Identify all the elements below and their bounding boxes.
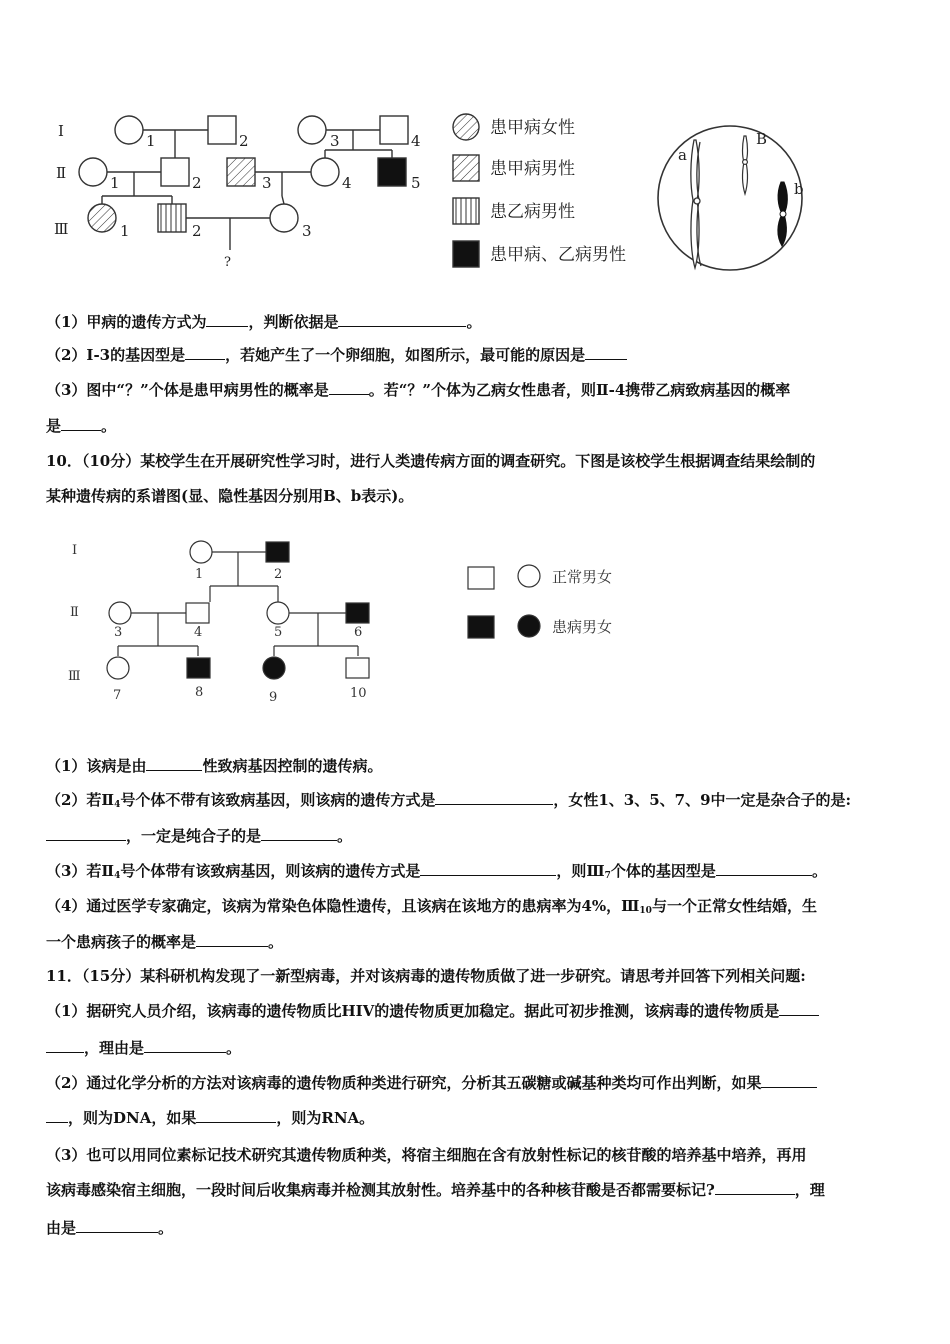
q10-header-cont: 某种遗传病的系谱图(显、隐性基因分别用B、b表示)。 bbox=[46, 487, 414, 505]
chromosome-B-label: B bbox=[756, 130, 768, 148]
pedigree1-II5-male bbox=[378, 158, 406, 186]
q11-answer-blank-2[interactable] bbox=[144, 1038, 226, 1053]
chromosome-B bbox=[743, 136, 748, 194]
pedigree2-II6-male-affected bbox=[346, 603, 369, 623]
pedigree2-gen-III: Ⅲ bbox=[68, 669, 81, 684]
legend1-male-b-symbol bbox=[453, 198, 479, 224]
legend1-male-ab-label: 患甲病、乙病男性 bbox=[490, 245, 626, 265]
pedigree1-num-III1: 1 bbox=[120, 222, 130, 240]
pedigree1-num-I4: 4 bbox=[411, 132, 421, 150]
pedigree1-num-II2: 2 bbox=[192, 174, 202, 192]
pedigree1-III1-female bbox=[88, 204, 116, 232]
pedigree1-III2-male bbox=[158, 204, 186, 232]
q9-answer-blank-3[interactable] bbox=[185, 345, 225, 360]
pedigree2-num-4: 4 bbox=[194, 625, 203, 640]
pedigree2-I2-male-affected bbox=[266, 542, 289, 562]
q10-answer-blank-4[interactable] bbox=[261, 826, 337, 841]
legend2-affected-female-symbol bbox=[518, 615, 540, 637]
q10-answer-blank-7[interactable] bbox=[196, 932, 268, 947]
pedigree2-I1-female bbox=[190, 541, 212, 563]
q10-part2-cont: ，一定是纯合子的是 。 bbox=[46, 826, 908, 846]
pedigree2-gen-II: Ⅱ bbox=[70, 605, 79, 620]
q10-answer-blank-6[interactable] bbox=[716, 861, 812, 876]
pedigree1-num-II5: 5 bbox=[411, 174, 421, 192]
q11-part1: （1）据研究人员介绍，该病毒的遗传物质比HIV的遗传物质更加稳定。据此可初步推测，该病毒的遗传物质是 bbox=[46, 1001, 908, 1021]
legend2-normal-label: 正常男女 bbox=[552, 568, 613, 586]
q9-part1: （1）甲病的遗传方式为 ，判断依据是 。 bbox=[46, 313, 482, 331]
q11-part3: （3）也可以用同位素标记技术研究其遗传物质种类，将宿主细胞在含有放射性标记的核苷酸的培养基中培养，再用 bbox=[46, 1146, 807, 1164]
q10-part4-cont: 一个患病孩子的概率是 。 bbox=[46, 933, 284, 951]
pedigree-figure-2 bbox=[60, 534, 640, 714]
q10-answer-blank-3[interactable] bbox=[46, 826, 126, 841]
q11-part2: （2）通过化学分析的方法对该病毒的遗传物质种类进行研究，分析其五碳糖或碱基种类均可作出判断，如果 bbox=[46, 1073, 908, 1093]
pedigree1-II3-male bbox=[227, 158, 255, 186]
q9-answer-blank-5[interactable] bbox=[329, 380, 369, 395]
legend1-male-a-label: 患甲病男性 bbox=[490, 159, 575, 179]
pedigree2-III8-male-affected bbox=[187, 658, 210, 678]
pedigree2-num-8: 8 bbox=[195, 685, 204, 700]
pedigree2-num-9: 9 bbox=[269, 690, 278, 705]
pedigree2-II5-female bbox=[267, 602, 289, 624]
q9-answer-blank-1[interactable] bbox=[206, 312, 248, 327]
q11-answer-blank-5[interactable] bbox=[715, 1180, 795, 1195]
q11-header: 11．（15分）某科研机构发现了一新型病毒，并对该病毒的遗传物质做了进一步研究。请思考并回答下列相关问题: bbox=[46, 967, 806, 985]
legend2-affected-male-symbol bbox=[468, 616, 494, 638]
q10-header: 10．（10分）某校学生在开展研究性学习时，进行人类遗传病方面的调查研究。下图是该校学生根据调查结果绘制的 bbox=[46, 452, 816, 470]
pedigree-figure-1 bbox=[40, 100, 820, 290]
q9-answer-blank-6[interactable] bbox=[61, 416, 101, 431]
pedigree1-num-I2: 2 bbox=[239, 132, 249, 150]
q11-part3-cont2: 由是 。 bbox=[46, 1219, 174, 1237]
legend1-male-b-label: 患乙病男性 bbox=[490, 202, 575, 222]
pedigree2-gen-I: Ⅰ bbox=[72, 543, 78, 558]
q9-answer-blank-4[interactable] bbox=[585, 345, 627, 360]
pedigree1-num-II4: 4 bbox=[342, 174, 352, 192]
pedigree1-num-I3: 3 bbox=[330, 132, 340, 150]
legend1-female-a-symbol bbox=[453, 114, 479, 140]
q11-answer-blank-6[interactable] bbox=[76, 1218, 158, 1233]
pedigree1-num-III2: 2 bbox=[192, 222, 202, 240]
pedigree2-III10-male bbox=[346, 658, 369, 678]
pedigree1-I4-male bbox=[380, 116, 408, 144]
pedigree2-II3-female bbox=[109, 602, 131, 624]
q10-part2: （2）若$Ⅱ_4$号个体不带有该致病基因，则该病的遗传方式是 ，女性1、3、5、7、9中一定是杂合子的是: bbox=[46, 791, 852, 810]
q11-answer-blank-1b[interactable] bbox=[46, 1038, 84, 1053]
pedigree2-III7-female bbox=[107, 657, 129, 679]
legend1-female-a-label: 患甲病女性 bbox=[490, 118, 575, 138]
pedigree1-I1-female bbox=[115, 116, 143, 144]
pedigree1-II1-female bbox=[79, 158, 107, 186]
pedigree1-III3-female bbox=[270, 204, 298, 232]
legend2-affected-label: 患病男女 bbox=[552, 618, 613, 636]
legend2-normal-female-symbol bbox=[518, 565, 540, 587]
legend1-male-a-symbol bbox=[453, 155, 479, 181]
q9-answer-blank-2[interactable] bbox=[338, 312, 466, 327]
q10-part1: （1）该病是由 性致病基因控制的遗传病。 bbox=[46, 757, 383, 775]
pedigree2-II4-male bbox=[186, 603, 209, 623]
q11-answer-blank-3[interactable] bbox=[761, 1073, 817, 1088]
pedigree2-num-5: 5 bbox=[274, 625, 283, 640]
pedigree1-num-I1: 1 bbox=[146, 132, 156, 150]
pedigree2-num-3: 3 bbox=[114, 625, 123, 640]
pedigree1-num-II3: 3 bbox=[262, 174, 272, 192]
pedigree1-num-III3: 3 bbox=[302, 222, 312, 240]
pedigree1-gen-II: Ⅱ bbox=[56, 164, 67, 182]
q11-answer-blank-1[interactable] bbox=[779, 1001, 819, 1016]
q10-answer-blank-5[interactable] bbox=[420, 861, 556, 876]
q11-part1-cont: ，理由是 。 bbox=[46, 1038, 908, 1058]
q9-part3: （3）图中“？”个体是患甲病男性的概率是 。若“？”个体为乙病女性患者，则Ⅱ-4携带乙病致病基因的概率 bbox=[46, 381, 791, 399]
pedigree1-num-II1: 1 bbox=[110, 174, 120, 192]
pedigree1-I2-male bbox=[208, 116, 236, 144]
pedigree2-num-7: 7 bbox=[113, 688, 122, 703]
pedigree1-unknown: ? bbox=[224, 255, 231, 270]
q11-answer-blank-3b[interactable] bbox=[46, 1108, 68, 1123]
pedigree2-num-6: 6 bbox=[354, 625, 363, 640]
q10-answer-blank-1[interactable] bbox=[146, 756, 202, 771]
q10-part3: （3）若$Ⅱ_4$号个体带有该致病基因，则该病的遗传方式是 ，则$Ⅲ_7$个体的基因型是 。 bbox=[46, 862, 827, 881]
pedigree2-num-10: 10 bbox=[350, 686, 367, 701]
pedigree2-num-2: 2 bbox=[274, 567, 283, 582]
q9-part3-cont: 是 。 bbox=[46, 417, 117, 435]
pedigree1-gen-III: Ⅲ bbox=[54, 220, 69, 238]
pedigree1-I3-female bbox=[298, 116, 326, 144]
pedigree2-num-1: 1 bbox=[195, 567, 204, 582]
q11-part2-cont: ，则为DNA，如果 ，则为RNA。 bbox=[46, 1108, 908, 1128]
q10-part4: （4）通过医学专家确定，该病为常染色体隐性遗传，且该病在该地方的患病率为4%，$Ⅲ_{10}$与一个正常女性结婚，生 bbox=[46, 897, 817, 916]
q11-answer-blank-4[interactable] bbox=[196, 1108, 276, 1123]
pedigree2-III9-female-affected bbox=[263, 657, 285, 679]
pedigree1-gen-I: Ⅰ bbox=[58, 122, 64, 140]
q10-answer-blank-2[interactable] bbox=[435, 790, 553, 805]
pedigree1-II4-female bbox=[311, 158, 339, 186]
legend2-normal-male-symbol bbox=[468, 567, 494, 589]
legend1-male-ab-symbol bbox=[453, 241, 479, 267]
q9-part2: （2）Ⅰ-3的基因型是 ，若她产生了一个卵细胞，如图所示，最可能的原因是 bbox=[46, 345, 908, 365]
pedigree1-II2-male bbox=[161, 158, 189, 186]
chromosome-a-label: a bbox=[678, 146, 687, 164]
q11-part3-cont: 该病毒感染宿主细胞，一段时间后收集病毒并检测其放射性。培养基中的各种核苷酸是否都需要标记? ，理 bbox=[46, 1181, 825, 1199]
chromosome-b-label: b bbox=[794, 180, 804, 198]
